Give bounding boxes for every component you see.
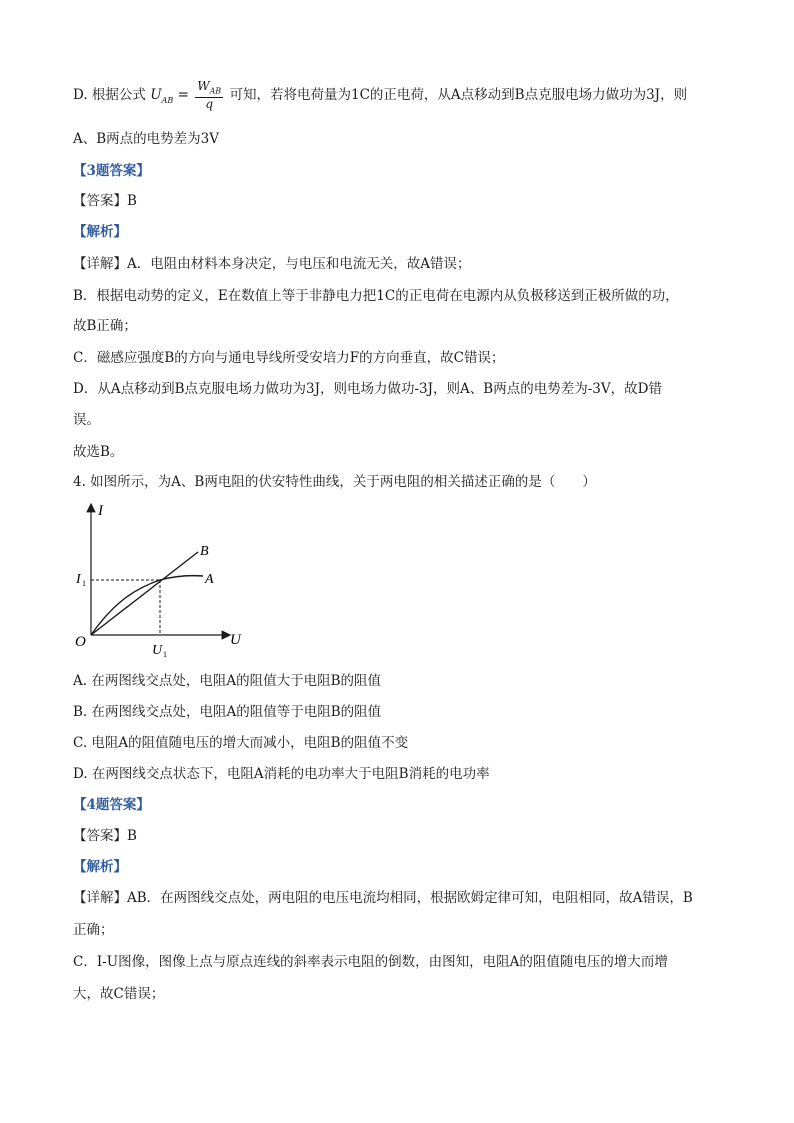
curve-a bbox=[91, 576, 203, 635]
q4-analysis-header: 【解析】 bbox=[73, 859, 127, 875]
curve-a-label: A bbox=[205, 572, 214, 587]
q4-analysis-line: 【详解】AB．在两图线交点处，两电阻的电压电流均相同，根据欧姆定律可知，电阻相同，故A错误，B bbox=[73, 890, 693, 906]
q4-analysis-line: C．I-U图像，图像上点与原点连线的斜率表示电阻的倒数，由图知，电阻A的阻值随电压的增大而增 bbox=[73, 954, 668, 970]
curve-b-label: B bbox=[200, 544, 209, 559]
q4-option-a: A. 在两图线交点处，电阻A的阻值大于电阻B的阻值 bbox=[73, 673, 382, 689]
q3-analysis-line: 【详解】A．电阻由材料本身决定，与电压和电流无关，故A错误； bbox=[73, 256, 471, 272]
formula-eq: = bbox=[177, 87, 189, 104]
q4-option-b: B. 在两图线交点处，电阻A的阻值等于电阻B的阻值 bbox=[73, 704, 382, 720]
q3-analysis-line: 故B正确； bbox=[73, 318, 137, 334]
q3-analysis-line: 故选B。 bbox=[73, 444, 124, 460]
q3-analysis-header: 【解析】 bbox=[73, 224, 127, 240]
q4-answer-header: 【4题答案】 bbox=[73, 797, 150, 813]
option-d-prefix: D. 根据公式 bbox=[73, 87, 146, 104]
y-tick-label: I bbox=[76, 572, 81, 587]
formula-numerator-sub: AB bbox=[209, 86, 222, 96]
formula-denominator: q bbox=[205, 97, 214, 112]
y-tick-sub: 1 bbox=[82, 579, 86, 588]
q3-analysis-line: D．从A点移动到B点克服电场力做功为3J，则电场力做功-3J，则A、B两点的电势差为-3V，故D错 bbox=[73, 381, 662, 397]
formula-lhs-sub: AB bbox=[161, 95, 174, 105]
formula-numerator: W bbox=[197, 79, 210, 93]
x-axis-label: U bbox=[230, 632, 241, 648]
q3-analysis-line: C．磁感应强度B的方向与通电导线所受安培力F的方向垂直，故C错误； bbox=[73, 350, 505, 366]
origin-label: O bbox=[75, 634, 86, 650]
option-d-line1-rest: 可知，若将电荷量为1C的正电荷，从A点移动到B点克服电场力做功为3J，则 bbox=[229, 87, 688, 104]
q4-option-c: C. 电阻A的阻值随电压的增大而减小，电阻B的阻值不变 bbox=[73, 735, 409, 751]
q3-analysis-line: B．根据电动势的定义，E在数值上等于非静电力把1C的正电荷在电源内从负极移送到正极所做的功， bbox=[73, 288, 679, 304]
y-axis-label: I bbox=[98, 503, 103, 519]
x-tick-sub: 1 bbox=[163, 650, 167, 659]
q3-analysis-line: 误。 bbox=[73, 412, 100, 428]
q3-answer-header: 【3题答案】 bbox=[73, 163, 150, 179]
formula-fraction bbox=[195, 80, 223, 111]
option-d-formula-line bbox=[73, 80, 687, 111]
q4-analysis-line: 大，故C错误； bbox=[73, 986, 165, 1002]
q4-answer: 【答案】B bbox=[73, 828, 137, 844]
iu-characteristic-graph bbox=[70, 498, 260, 660]
option-d-line2: A、B两点的电势差为3V bbox=[73, 131, 220, 147]
x-tick-label: U bbox=[152, 643, 163, 658]
q4-analysis-line: 正确； bbox=[73, 922, 114, 938]
q4-option-d: D. 在两图线交点状态下，电阻A消耗的电功率大于电阻B消耗的电功率 bbox=[73, 766, 490, 782]
curve-b bbox=[91, 552, 198, 635]
q3-answer: 【答案】B bbox=[73, 193, 137, 209]
q4-stem: 4. 如图所示，为A、B两电阻的伏安特性曲线，关于两电阻的相关描述正确的是（ ） bbox=[73, 474, 596, 490]
formula-lhs: U bbox=[150, 87, 162, 104]
